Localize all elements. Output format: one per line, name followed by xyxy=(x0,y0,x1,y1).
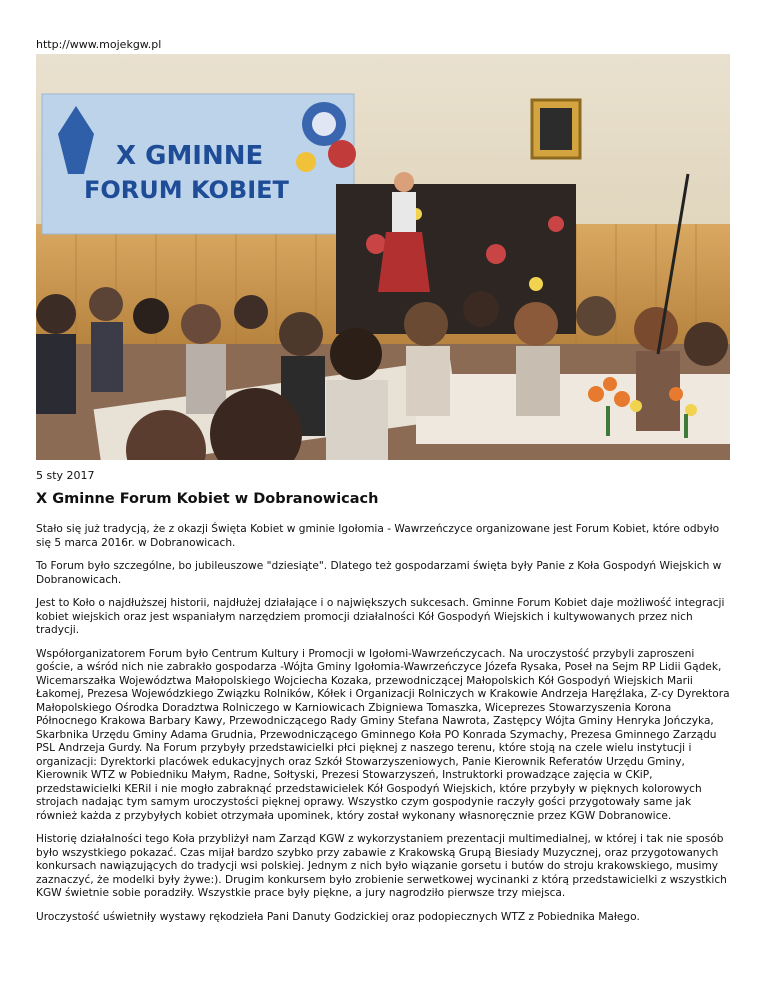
article-paragraph: To Forum było szczególne, bo jubileuszowe "dziesiąte". Dlatego też gospodarzami święta były Panie z Koła Gospodyń Wiejskich w Dobranowicach. xyxy=(36,560,722,586)
event-photo xyxy=(36,54,730,460)
article-paragraph: Współorganizatorem Forum było Centrum Kultury i Promocji w Igołomi-Wawrzeńczycach. Na uroczystość przybyli zaproszeni goście, a wśród nich nie zabrakło gospodarza -Wójta Gminy Igołomia-Wawrzeńczyce Józefa Rysaka, Poseł na Sejm RP Lidii Gądek, Wicemarszałka Województwa Małopolskiego Wojciecha Kozaka, przewodniczącej Małopolskich Kół Gospodyń Wiejskich Marii Łakomej, Prezesa Wojewódzkiego Związku Rolników, Kółek i Organizacji Rolniczych w Krakowie Andrzeja Haręźlaka, Z-cy Dyrektora Małopolskiego Ośrodka Doradztwa Rolniczego w Karniowicach Zbigniewa Tomaszka, Wiceprezes Stowarzyszenia Korona Północnego Krakowa Barbary Kawy, Przewodniczącego Rady Gminy Stefana Nawrota, Zastępcy Wójta Gminy Henryka Jończyka, Skarbnika Urzędu Gminy Adama Grudnia, Przewodniczącego Gminnego Koła PO Konrada Szymachy, Prezesa Gminnego Zarządu PSL Andrzeja Gurdy. Na Forum przybyły przedstawicielki płci pięknej z naszego terenu, które stoją na czele wielu instytucji i organizacji: Dyrektorki placówek edukacyjnych oraz Szkół Stowarzyszeniowych, Panie Kierownik Referatów Urzędu Gminy, Kierownik WTZ w Pobiedniku Małym, Radne, Sołtyski, Prezesi Stowarzyszeń, Instruktorki prowadzące zajęcia w CKiP, przedstawicielki KERiI i nie mogło zabraknąć przedstawicielek Kół Gospodyń Wiejskich, które przybyły w pięknych kolorowych strojach nadając tym samym uroczystości pięknej oprawy. Wszystko czym gospodynie raczyły gości przygotowały same jak również każda z przybyłych kobiet otrzymała upominek, który został wykonany własnoręcznie przez KGW Dobranowice. xyxy=(36,647,730,822)
article-body xyxy=(36,523,731,934)
banner-line-2: FORUM KOBIET xyxy=(84,176,289,204)
event-photo-illustration xyxy=(36,54,730,460)
article-paragraph: Jest to Koło o najdłuższej historii, najdłużej działające i o największych sukcesach. Gminne Forum Kobiet daje możliwość integracji kobiet wiejskich oraz jest wspaniałym narzędziem promocji działalności Kół Gospodyń Wiejskich i kultywowanych przez nich tradycji. xyxy=(36,597,725,636)
article-paragraph: Stało się już tradycją, że z okazji Święta Kobiet w gminie Igołomia - Wawrzeńczyce organizowane jest Forum Kobiet, które odbyło się 5 marca 2016r. w Dobranowicach. xyxy=(36,523,720,549)
source-url: http://www.mojekgw.pl xyxy=(36,38,162,51)
post-date: 5 sty 2017 xyxy=(36,469,95,482)
article-paragraph: Historię działalności tego Koła przybliżył nam Zarząd KGW z wykorzystaniem prezentacji multimedialnej, w której i tak nie sposób było wszystkiego pokazać. Czas mijał bardzo szybko przy zabawie z Krakowską Grupą Biesiady Muzycznej, oraz przygotowanych konkursach nawiązujących do tradycji wsi polskiej. Jednym z nich było wiązanie gorsetu i butów do stroju krakowskiego, musimy zaznaczyć, że modelki były żywe:). Drugim konkursem było zrobienie serwetkowej wycinanki z którą przedstawicielki z wszystkich KGW świetnie sobie poradziły. Wszystkie prace były piękne, a jury nagrodziło pierwsze trzy miejsca. xyxy=(36,833,727,899)
article-paragraph: Uroczystość uświetniły wystawy rękodzieła Pani Danuty Godzickiej oraz podopiecznych WTZ z Pobiednika Małego. xyxy=(36,910,640,923)
banner-line-1: X GMINNE xyxy=(116,141,264,171)
post-title: X Gminne Forum Kobiet w Dobranowicach xyxy=(36,491,379,507)
